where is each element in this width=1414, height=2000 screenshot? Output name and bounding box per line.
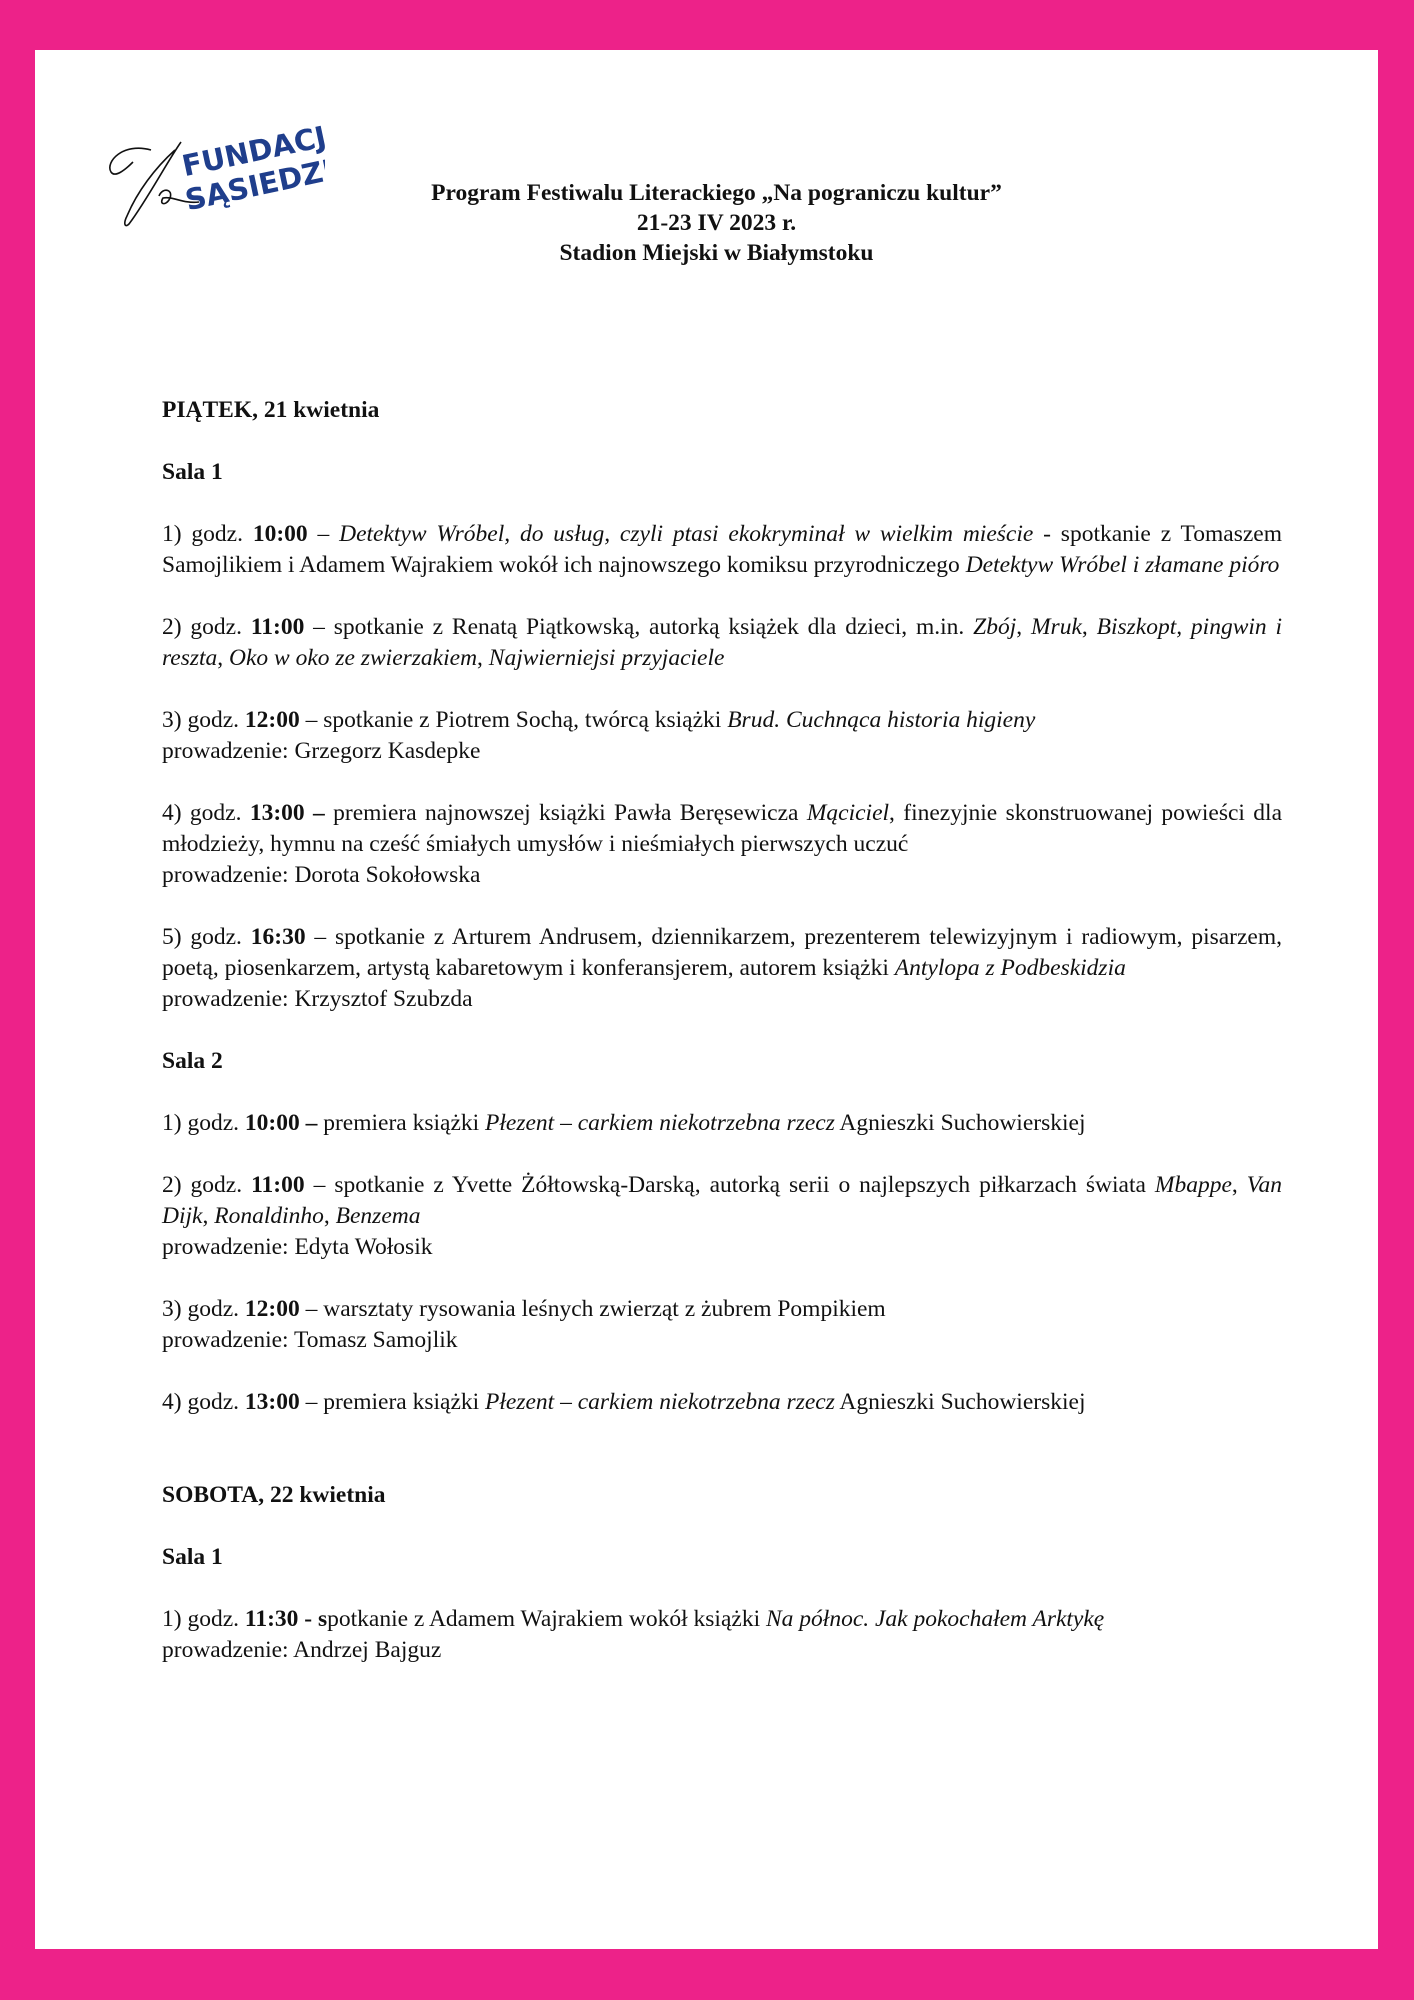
document-page — [35, 50, 1378, 1949]
program-event — [162, 612, 1282, 674]
room-heading: Sala 1 — [162, 1544, 223, 1570]
event-number: 1) godz. — [162, 1606, 240, 1632]
event-separator: – — [304, 614, 334, 640]
festival-title: Program Festiwalu Literackiego „Na pograniczu kultur” — [431, 180, 1002, 206]
event-number: 1) godz. — [162, 521, 243, 547]
event-time: 11:00 — [251, 1172, 305, 1198]
event-host: prowadzenie: Andrzej Bajguz — [162, 1637, 442, 1663]
event-text: , — [217, 645, 230, 671]
event-text: premiera książki — [323, 1389, 486, 1415]
event-time: 13:00 – — [249, 800, 325, 826]
event-text: - spotkanie z Tomaszem Samojlikiem i Adamem Wajrakiem wokół ich najnowszego komiksu przyrodniczego — [162, 521, 1283, 578]
event-description — [162, 922, 1282, 984]
event-separator: – — [299, 1389, 324, 1415]
event-description — [162, 1604, 1282, 1635]
book-title: Ronaldinho — [214, 1203, 324, 1229]
program-event — [162, 1294, 1282, 1356]
program-event — [162, 1108, 1282, 1139]
event-text: potkanie z Adamem Wajrakiem wokół książki — [327, 1606, 766, 1632]
book-title: Mbappe — [1154, 1172, 1232, 1198]
event-time: 12:00 — [244, 707, 300, 733]
festival-dates: 21-23 IV 2023 r. — [636, 210, 797, 236]
event-time: 11:00 — [250, 614, 305, 640]
program-event — [162, 705, 1282, 767]
event-host: prowadzenie: Dorota Sokołowska — [162, 862, 481, 888]
program-event — [162, 1170, 1282, 1263]
event-separator: – — [299, 1296, 324, 1322]
event-description — [162, 1387, 1282, 1418]
event-text: , — [323, 1203, 336, 1229]
day-heading: PIĄTEK, 21 kwietnia — [162, 397, 380, 423]
book-title: Najwierniejsi przyjaciele — [488, 645, 725, 671]
event-number: 4) godz. — [162, 800, 242, 826]
program-event — [162, 798, 1282, 891]
logo-line-2: SĄSIEDZI — [182, 152, 325, 218]
event-number: 2) godz. — [162, 1172, 243, 1198]
event-separator: – — [307, 521, 340, 547]
event-text: Agnieszki Suchowierskiej — [834, 1110, 1086, 1136]
event-time: 16:30 — [250, 924, 306, 950]
book-title: Płezent – carkiem niekotrzebna rzecz — [485, 1110, 835, 1136]
event-host: prowadzenie: Grzegorz Kasdepke — [162, 738, 481, 764]
event-host: prowadzenie: Tomasz Samojlik — [162, 1327, 458, 1353]
program-event — [162, 922, 1282, 1015]
logo-line-1: FUNDACJA — [178, 114, 325, 184]
event-text: spotkanie z Renatą Piątkowską, autorką książek dla dzieci, m.in. — [333, 614, 974, 640]
event-time: 12:00 — [244, 1296, 300, 1322]
event-text: spotkanie z Arturem Andrusem, dziennikarzem, prezenterem telewizyjnym i radiowym, pisarzem, poetą, piosenkarzem, artystą kabaretowym i konferansjerem, autorem książki — [162, 924, 1283, 981]
event-time: 10:00 — [252, 521, 308, 547]
event-description — [162, 1170, 1282, 1232]
event-text: , — [1081, 614, 1097, 640]
book-title: Biszkopt, pingwin i reszta — [162, 614, 1283, 671]
event-number: 3) godz. — [162, 1296, 240, 1322]
book-title: Mruk — [1030, 614, 1082, 640]
day-heading: SOBOTA, 22 kwietnia — [162, 1482, 386, 1508]
event-description — [162, 798, 1282, 860]
room-heading: Sala 1 — [162, 459, 223, 485]
event-time: 13:00 — [244, 1389, 300, 1415]
event-text: premiera najnowszej książki Pawła Beręsewicza — [333, 800, 807, 826]
event-time: 10:00 – — [244, 1110, 318, 1136]
event-number: 2) godz. — [162, 614, 242, 640]
book-title: Zbój — [973, 614, 1017, 640]
event-text: spotkanie z Yvette Żółtowską-Darską, autorką serii o najlepszych piłkarzach świata — [334, 1172, 1155, 1198]
book-title: Detektyw Wróbel i złamane pióro — [965, 552, 1280, 578]
event-description — [162, 519, 1282, 581]
book-title: Detektyw Wróbel, do usług, czyli ptasi ekokryminał w wielkim mieście — [339, 521, 1034, 547]
room-heading: Sala 2 — [162, 1048, 223, 1074]
event-number: 5) godz. — [162, 924, 242, 950]
program-event — [162, 519, 1282, 581]
program-event — [162, 1387, 1282, 1418]
event-text: , — [202, 1203, 215, 1229]
event-time: 11:30 - s — [244, 1606, 328, 1632]
program-content — [162, 395, 1282, 1697]
book-title: Antylopa z Podbeskidzia — [894, 955, 1126, 981]
book-title: Oko w oko ze zwierzakiem — [229, 645, 478, 671]
book-title: Mąciciel — [806, 800, 890, 826]
event-description — [162, 1294, 1282, 1325]
book-title: Brud. Cuchnąca historia higieny — [727, 707, 1036, 733]
event-text: Agnieszki Suchowierskiej — [834, 1389, 1086, 1415]
book-title: Na północ. Jak pokochałem Arktykę — [765, 1606, 1105, 1632]
event-separator: – — [299, 707, 324, 733]
festival-venue: Stadion Miejski w Białymstoku — [559, 240, 874, 266]
event-host: prowadzenie: Krzysztof Szubzda — [162, 986, 473, 1012]
book-title: Van Dijk — [162, 1172, 1283, 1229]
event-description — [162, 1108, 1282, 1139]
program-event — [162, 1604, 1282, 1666]
book-title: Benzema — [335, 1203, 421, 1229]
event-separator: – — [304, 1172, 335, 1198]
event-number: 1) godz. — [162, 1110, 240, 1136]
event-description — [162, 705, 1282, 736]
event-host: prowadzenie: Edyta Wołosik — [162, 1234, 433, 1260]
event-text: , finezyjnie skonstruowanej powieści dla młodzieży, hymnu na cześć śmiałych umysłów i nieśmiałych pierwszych uczuć — [162, 800, 1283, 857]
event-number: 4) godz. — [162, 1389, 240, 1415]
book-title: Płezent – carkiem niekotrzebna rzecz — [485, 1389, 835, 1415]
event-description — [162, 612, 1282, 674]
event-separator — [325, 800, 333, 826]
event-separator: – — [305, 924, 335, 950]
event-text: , — [1016, 614, 1031, 640]
event-text: spotkanie z Piotrem Sochą, twórcą książki — [323, 707, 728, 733]
event-text: premiera książki — [323, 1110, 486, 1136]
document-header — [35, 178, 1378, 268]
event-number: 3) godz. — [162, 707, 240, 733]
event-text: , — [1231, 1172, 1247, 1198]
event-text: , — [477, 645, 489, 671]
event-text: warsztaty rysowania leśnych zwierząt z żubrem Pompikiem — [323, 1296, 886, 1322]
section-spacer — [162, 1449, 1282, 1480]
